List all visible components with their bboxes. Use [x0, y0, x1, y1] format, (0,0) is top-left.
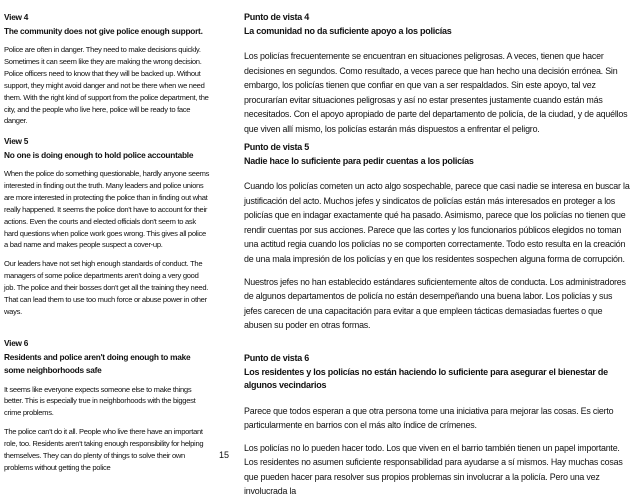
- view5-title: No one is doing enough to hold police accountable: [4, 149, 194, 160]
- punto-5-label: Punto de vista 5: [244, 142, 310, 152]
- view6-label: View 6: [4, 338, 29, 348]
- view5-section: [4, 135, 210, 318]
- view6-paragraph-2: The police can't do it all. People who live there have an important role, too. Residents aren't taking enough responsibility for helping themselves. They can do plenty of things to solve their own problems without getting the police: [4, 427, 204, 472]
- view5-paragraph-2: Our leaders have not set high enough standards of conduct. The managers of some police departments aren't doing a very good job. The police and their bosses don't get all the training they need. That can lead them to use too much force or abuse power in other ways.: [4, 259, 209, 316]
- punto-6-paragraph-2: Los policías no lo pueden hacer todo. Los que viven en el barrio también tienen un papel importante. Los residentes no asumen suficiente responsabilidad para ayudarse a sí mismos. Hay muchas cosas que pueden hacer para resolver sus propios problemas sin involucrar a la policía. Pero una vez involucrada la: [244, 442, 623, 497]
- view6-section: [4, 337, 210, 474]
- punto-6-paragraph-1: Parece que todos esperan a que otra persona tome una iniciativa para mejorar las cosas. Es cierto particularmente en barrios con el más alto índice de crímenes.: [244, 405, 614, 431]
- view4-paragraph-1: Police are often in danger. They need to make decisions quickly. Sometimes it can seem like they are making the wrong decision. Police officers need to know that they will be backed up. Without support, they might avoid danger and not be there when we need them. With the right kind of support from the police department, the city, and the people who live here, police will be ready to face danger.: [4, 45, 209, 126]
- punto-5-title: Nadie hace lo suficiente para pedir cuentas a los policías: [244, 155, 474, 166]
- punto-5-paragraph-1: Cuando los policías cometen un acto algo sospechable, parece que casi nadie se interesa en buscar la justificación del acto. Muchos jefes y sindicatos de policías están más interesados en proteger a los policías que en indagar exactamente qué ha pasado. Asimismo, parece que los policías no tienen que rendir cuentas por sus acciones. Parece que las cortes y los funcionarios públicos elegidos no toman una actitud regia cuando los policías no se comporten correctamente. Todo esto resulta en la creación de una mala impresión de los policías y en que los residentes sospechen alguna forma de corrupción.: [244, 181, 630, 264]
- punto-4-title: La comunidad no da suficiente apoyo a los policías: [244, 25, 452, 36]
- punto-6-label: Punto de vista 6: [244, 353, 310, 363]
- punto-4-section: [244, 11, 630, 137]
- punto-6-section: [244, 352, 630, 499]
- view5-paragraph-1: When the police do something questionable, hardly anyone seems interested in finding out the truth. Many leaders and police unions are more interested in protecting the police than in finding out what really happened. It seems the police don't have to account for their actions. Even the courts and elected officials don't seem to ask hard questions when police work goes wrong. This gives all police a bad name and makes people suspect a cover-up.: [4, 169, 210, 250]
- view5-label: View 5: [4, 136, 29, 146]
- punto-4-paragraph-1: Los policías frecuentemente se encuentran en situaciones peligrosas. A veces, tienen que hacer decisiones en segundos. Como resultado, a veces parece que han hecho una decisión errónea. Sin embargo, los policías tienen que confiar en que van a ser respaldados. Sin este apoyo, tal vez procurarían evitar situaciones peligrosas y así no estar presentes justamente cuando están más necesitados. Con el apoyo apropiado de parte del departamento de policía, de la ciudad, y de aquéllos que viven allí mismo, los policías estarán más dispuestos a enfrentar el peligro.: [244, 51, 628, 134]
- view4-title: The community does not give police enough support.: [4, 25, 203, 36]
- view6-paragraph-1: It seems like everyone expects someone else to make things better. This is especially true in neighborhoods with the biggest crime problems.: [4, 384, 196, 418]
- punto-5-section: [244, 141, 630, 333]
- punto-4-label: Punto de vista 4: [244, 12, 310, 22]
- view6-title: Residents and police aren't doing enough to make some neighborhoods safe: [4, 351, 191, 375]
- punto-6-title: Los residentes y los policías no están haciendo lo suficiente para asegurar el bienestar de algunos vecindarios: [244, 366, 608, 390]
- view4-label: View 4: [4, 12, 29, 22]
- page-number: 15: [218, 450, 229, 460]
- view4-section: [4, 11, 210, 127]
- punto-5-paragraph-2: Nuestros jefes no han establecido estándares suficientemente altos de conducta. Los administradores de algunos departamentos de policía no están desempeñando una buena labor. Los policías y sus jefes carecen de una capacitación para evitar a que empleen tácticas demasiadas fuertes o que abusen su poder en otras formas.: [244, 276, 626, 331]
